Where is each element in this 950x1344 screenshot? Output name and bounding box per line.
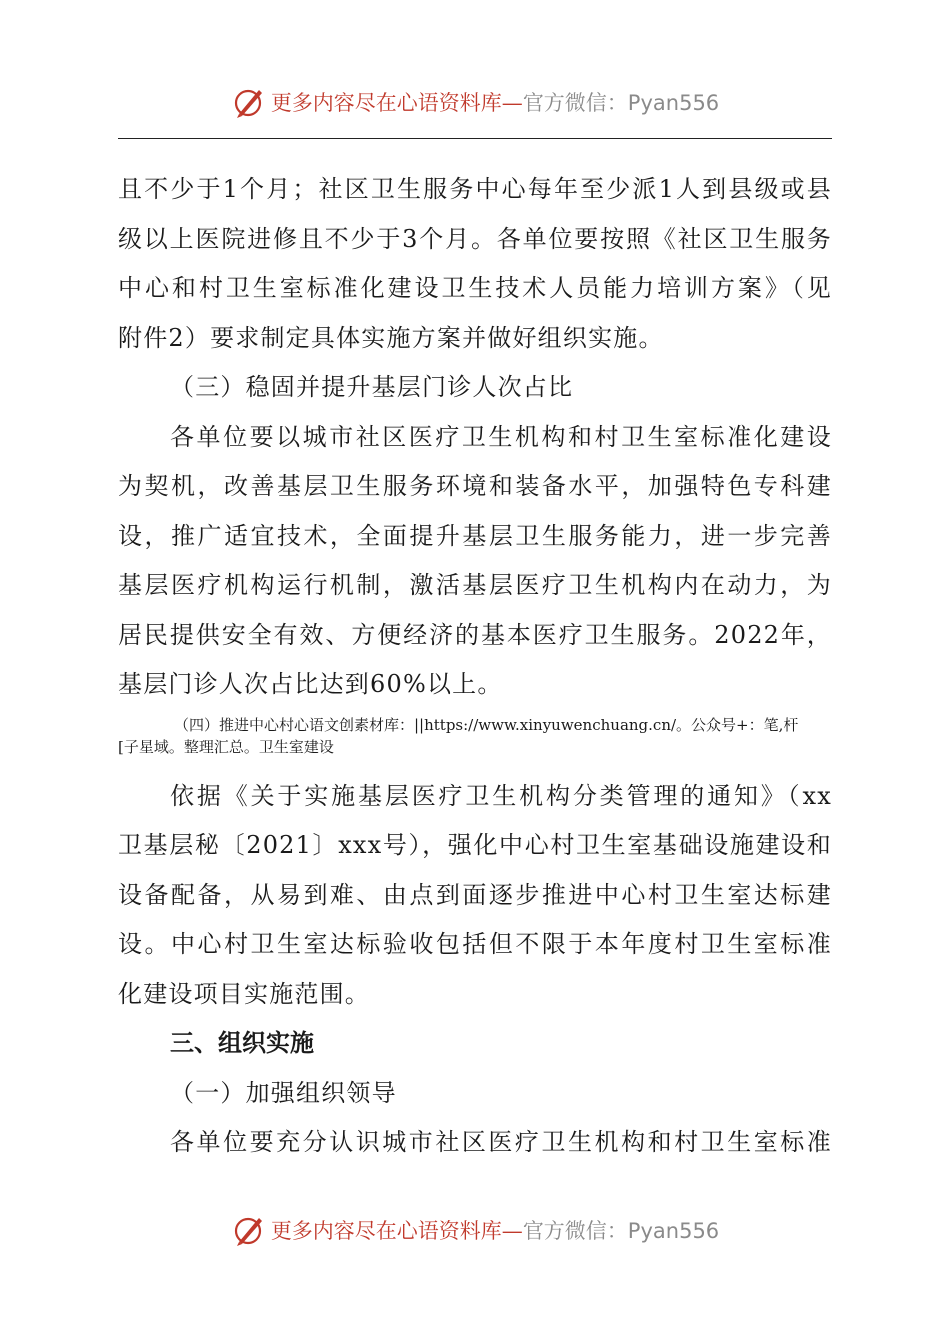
paragraph-line: 依据《关于实施基层医疗卫生机构分类管理的通知》（xx	[170, 781, 832, 810]
paragraph-line: 中心和村卫生室标准化建设卫生技术人员能力培训方案》（见	[118, 274, 832, 302]
pen-logo-icon	[231, 84, 267, 120]
watermark-line: [子星域。整理汇总。卫生室建设	[118, 737, 334, 756]
header-brand-text: 更多内容尽在心语资料库—	[270, 91, 523, 115]
watermark-note	[118, 714, 832, 758]
paragraph-line: 级以上医院进修且不少于3个月。各单位要按照《社区卫生服务	[118, 224, 832, 253]
subheading-three: （三）稳固并提升基层门诊人次占比	[170, 373, 574, 401]
pen-logo-icon	[231, 1212, 267, 1248]
paragraph-line: 设备配备，从易到难、由点到面逐步推进中心村卫生室达标建	[118, 880, 832, 909]
footer-brand-text: 更多内容尽在心语资料库—	[270, 1219, 523, 1243]
header-divider	[118, 138, 832, 139]
section-heading: 三、组织实施	[170, 1029, 314, 1057]
paragraph-line: 设。中心村卫生室达标验收包括但不限于本年度村卫生室标准	[118, 930, 832, 958]
paragraph-line: 化建设项目实施范围。	[118, 979, 370, 1008]
subheading-one: （一）加强组织领导	[170, 1078, 397, 1107]
paragraph-line: 设，推广适宜技术，全面提升基层卫生服务能力，进一步完善	[118, 521, 832, 550]
paragraph-line: 且不少于1个月；社区卫生服务中心每年至少派1人到县级或县	[118, 175, 832, 203]
footer-banner	[0, 1210, 950, 1250]
paragraph-line: 各单位要以城市社区医疗卫生机构和村卫生室标准化建设	[170, 422, 832, 451]
watermark-line: （四）推进中心村心语文创素材库：||https://www.xinyuwenchuang.cn/。公众号+：笔,杆	[174, 715, 799, 734]
paragraph-line: 各单位要充分认识城市社区医疗卫生机构和村卫生室标准	[170, 1128, 832, 1156]
header-wechat-text: 官方微信：Pyan556	[522, 91, 720, 115]
document-body	[118, 165, 832, 1168]
paragraph-line: 附件2）要求制定具体实施方案并做好组织实施。	[118, 323, 664, 352]
header-banner	[0, 82, 950, 122]
paragraph-line: 为契机，改善基层卫生服务环境和装备水平，加强特色专科建	[118, 472, 832, 500]
paragraph-line: 基层医疗机构运行机制，激活基层医疗卫生机构内在动力，为	[118, 571, 832, 599]
paragraph-line: 居民提供安全有效、方便经济的基本医疗卫生服务。2022年，	[118, 620, 832, 649]
footer-wechat-text: 官方微信：Pyan556	[522, 1219, 720, 1243]
paragraph-line: 基层门诊人次占比达到60%以上。	[118, 670, 503, 698]
paragraph-line: 卫基层秘〔2021〕xxx号），强化中心村卫生室基础设施建设和	[118, 831, 832, 859]
